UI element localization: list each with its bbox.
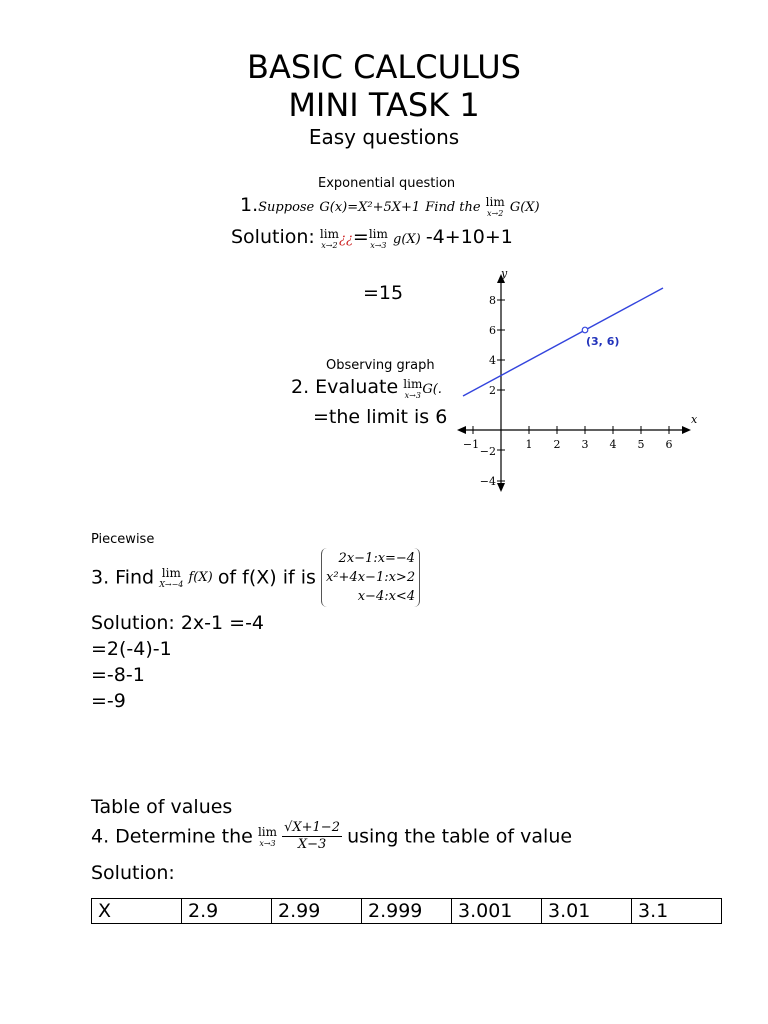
q3-prompt-a: 3. Find [91, 566, 155, 589]
x-axis-label: x [691, 413, 698, 426]
table-cell: 3.1 [632, 899, 722, 924]
table-cell: X [92, 899, 182, 924]
q1-solution-limit2: lim x→3 [368, 226, 388, 250]
q4-numerator: √X+1−2 [284, 820, 340, 835]
q4-fraction [282, 820, 342, 853]
x-tick-label: 2 [553, 438, 561, 451]
y-axis-arrow-bottom [497, 483, 505, 492]
piecewise-case: x−4:x<4 [357, 589, 416, 604]
q1-solution-fn: g(X) [393, 232, 421, 247]
y-tick-label: 2 [489, 384, 496, 397]
y-tick-label: −4 [479, 475, 496, 488]
q1-category: Exponential question [318, 176, 456, 191]
x-axis-arrow-left [457, 426, 466, 434]
q4-denominator: X−3 [297, 837, 327, 852]
q1-suppose: Suppose [258, 200, 315, 215]
table-cell: 3.001 [452, 899, 542, 924]
point-label: (3, 6) [586, 335, 620, 348]
q1-solution-limit1: lim x→2 [319, 226, 339, 250]
table-row [92, 899, 722, 924]
q4-limit: lim x→3 [257, 824, 277, 848]
values-table [91, 898, 722, 924]
x-tick-label: 4 [609, 438, 617, 451]
q1-find: Find the [425, 200, 481, 215]
line-graph [455, 268, 700, 496]
x-tick-label: 6 [665, 438, 673, 451]
q4-prompt [91, 820, 572, 853]
piecewise-case: 2x−1:x=−4 [338, 551, 416, 566]
x-tick-label: 3 [581, 438, 589, 451]
page-subtitle-line: MINI TASK 1 [288, 86, 480, 124]
q3-category: Piecewise [91, 532, 155, 547]
q3-solution-line: =2(-4)-1 [91, 638, 172, 660]
q1-solution-label: Solution: [231, 226, 315, 248]
q1-answer: =15 [363, 282, 404, 304]
q2-limit: lim x→3 [403, 376, 423, 400]
q2-answer: =the limit is 6 [313, 406, 448, 428]
q1-number: 1. [240, 194, 259, 216]
q4-solution-label: Solution: [91, 862, 175, 884]
q3-limit: lim X→−4 [159, 565, 184, 589]
q4-prompt-a: 4. Determine the [91, 825, 253, 848]
q1-equals: = [352, 226, 369, 248]
table-cell: 2.999 [362, 899, 452, 924]
q3-solution-line: =-8-1 [91, 664, 145, 686]
q3-fn: f(X) [188, 570, 213, 585]
q2-fn: G(. [422, 382, 442, 397]
q3-prompt [91, 548, 420, 607]
q1-solution-tail: -4+10+1 [425, 226, 513, 248]
q4-category: Table of values [91, 796, 233, 818]
piecewise-definition [321, 548, 420, 607]
table-cell: 2.9 [182, 899, 272, 924]
y-tick-label: −2 [479, 445, 496, 458]
q2-prompt [291, 376, 442, 400]
y-tick-label: 8 [489, 294, 496, 307]
q3-solution-line: Solution: 2x-1 =-4 [91, 612, 265, 634]
q2-category: Observing graph [326, 358, 435, 373]
q4-prompt-b: using the table of value [347, 825, 573, 848]
y-tick-label: 4 [489, 354, 496, 367]
q1-garbled-glyph: ¿¿ [338, 232, 353, 247]
x-tick-label: 5 [637, 438, 645, 451]
x-tick-label: 1 [525, 438, 533, 451]
x-tick-label: −1 [462, 438, 480, 451]
x-axis-arrow-right [682, 426, 691, 434]
q3-prompt-b: of f(X) if is [217, 566, 316, 589]
q1-statement [240, 194, 540, 218]
y-axis-label: y [501, 268, 508, 280]
q1-limit-fn: G(X) [509, 200, 540, 215]
piecewise-case: x²+4x−1:x>2 [326, 570, 416, 585]
table-cell: 2.99 [272, 899, 362, 924]
q2-prompt-text: 2. Evaluate [291, 376, 399, 398]
page-title: BASIC CALCULUS [247, 48, 521, 86]
section-subtitle: Easy questions [308, 125, 460, 149]
q1-function: G(x)=X²+5X+1 [319, 200, 421, 215]
q3-solution-line: =-9 [91, 690, 126, 712]
y-tick-label: 6 [489, 324, 496, 337]
table-cell: 3.01 [542, 899, 632, 924]
open-point-marker [582, 327, 588, 333]
q1-limit: lim x→2 [485, 194, 505, 218]
q1-solution [231, 226, 513, 250]
